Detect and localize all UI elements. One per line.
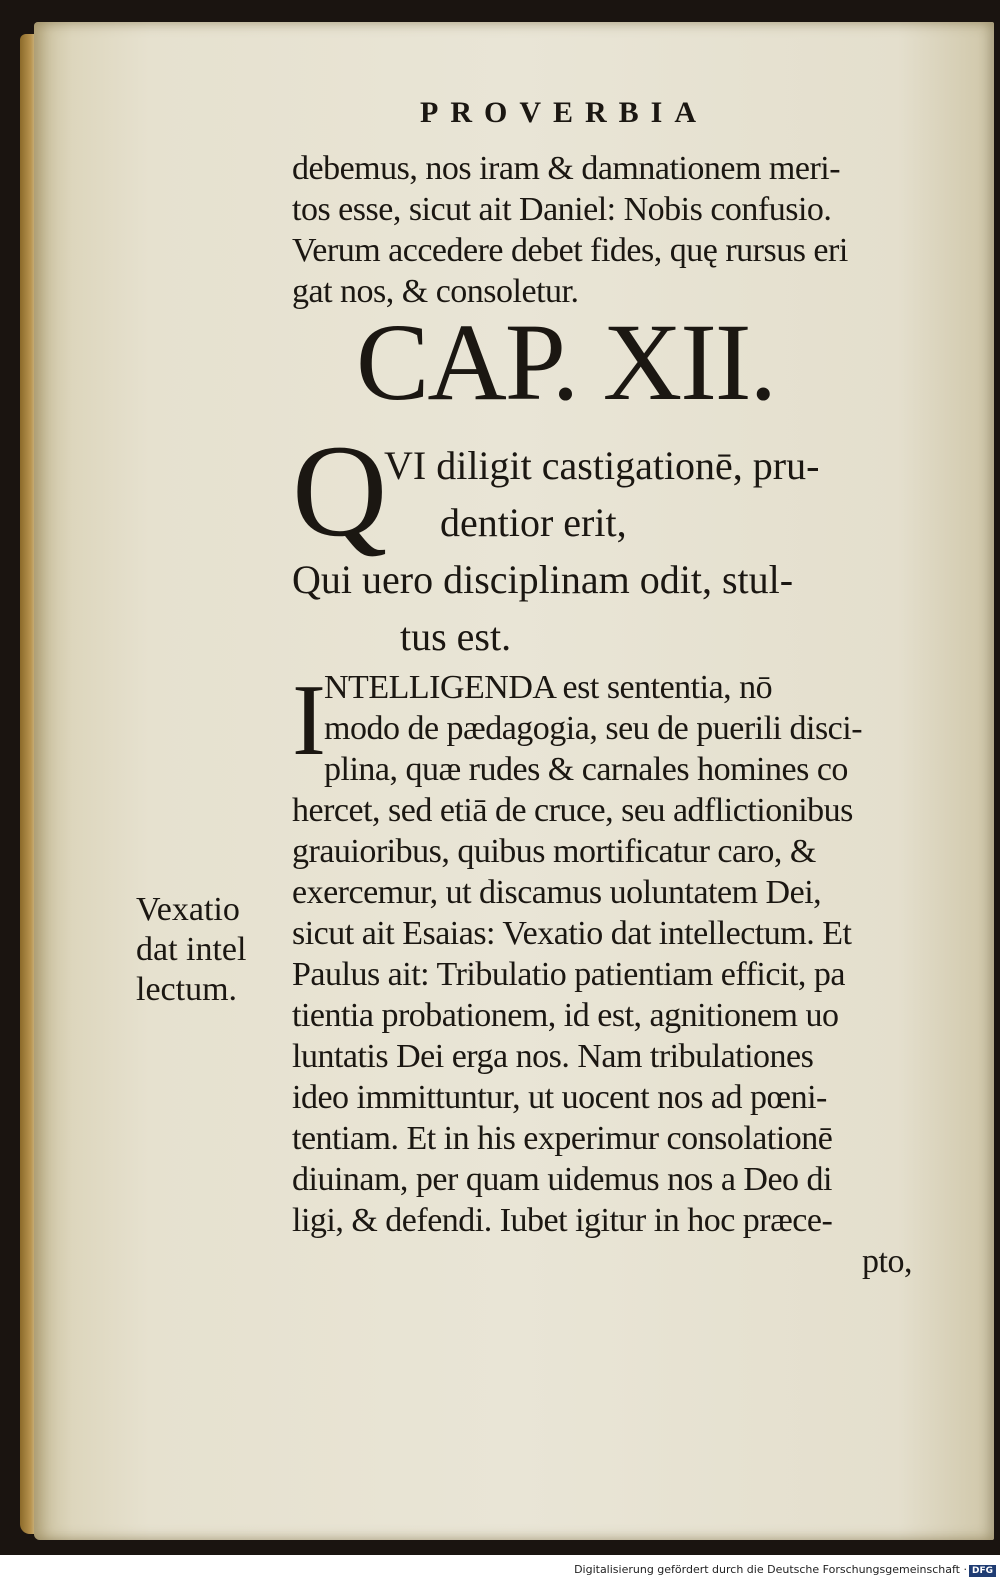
digitization-credit — [574, 1563, 996, 1577]
margin-note-line: lectum. — [136, 971, 238, 1008]
margin-note-line: dat intel — [136, 931, 247, 968]
text-line: Verum accedere debet fides, quę rursus eri — [292, 232, 848, 269]
text-line: diuinam, per quam uidemus nos a Deo di — [292, 1161, 833, 1198]
text-line: luntatis Dei erga nos. Nam tribulationes — [292, 1038, 814, 1075]
text-line: tentiam. Et in his experimur consolationē — [292, 1120, 833, 1157]
text-line: exercemur, ut discamus uoluntatem Dei, — [292, 874, 822, 911]
verse-initial: Q — [292, 417, 388, 564]
text-line: Paulus ait: Tribulatio patientiam efficit, pa — [292, 956, 845, 993]
commentary — [292, 664, 932, 1282]
text-line: gat nos, & consoletur. — [292, 273, 579, 310]
credit-text: Digitalisierung gefördert durch die Deutsche Forschungsgemeinschaft · — [574, 1563, 967, 1576]
text-line: tos esse, sicut ait Daniel: Nobis confusio. — [292, 191, 832, 228]
commentary-initial: I — [292, 664, 326, 777]
verse-line: tus est. — [400, 614, 512, 659]
catchword: pto, — [862, 1243, 912, 1280]
chapter-heading: CAP. XII. — [356, 301, 775, 423]
proverb-verse — [292, 417, 932, 665]
verse-line: VI diligit castigationē, pru- — [384, 443, 820, 488]
text-line: debemus, nos iram & damnationem meri- — [292, 150, 841, 187]
text-line: modo de pædagogia, seu de puerili disci- — [324, 710, 863, 747]
text-line: tientia probationem, id est, agnitionem uo — [292, 997, 839, 1034]
text-line: plina, quæ rudes & carnales homines co — [324, 751, 848, 788]
verse-line: dentior erit, — [440, 500, 627, 545]
dfg-logo: DFG — [969, 1565, 996, 1577]
text-line: sicut ait Esaias: Vexatio dat intellectum. Et — [292, 915, 852, 952]
text-line: grauioribus, quibus mortificatur caro, & — [292, 833, 816, 870]
verse-line: Qui uero disciplinam odit, stul- — [292, 557, 794, 602]
margin-note — [136, 890, 276, 1010]
continued-text — [292, 148, 932, 312]
running-head: PROVERBIA — [420, 96, 709, 129]
text-line: ligi, & defendi. Iubet igitur in hoc præce- — [292, 1202, 833, 1239]
text-line: NTELLIGENDA est sententia, nō — [324, 669, 773, 706]
margin-note-line: Vexatio — [136, 891, 240, 928]
text-line: hercet, sed etiā de cruce, seu adflictionibus — [292, 792, 853, 829]
text-line: ideo immittuntur, ut uocent nos ad pœni- — [292, 1079, 827, 1116]
